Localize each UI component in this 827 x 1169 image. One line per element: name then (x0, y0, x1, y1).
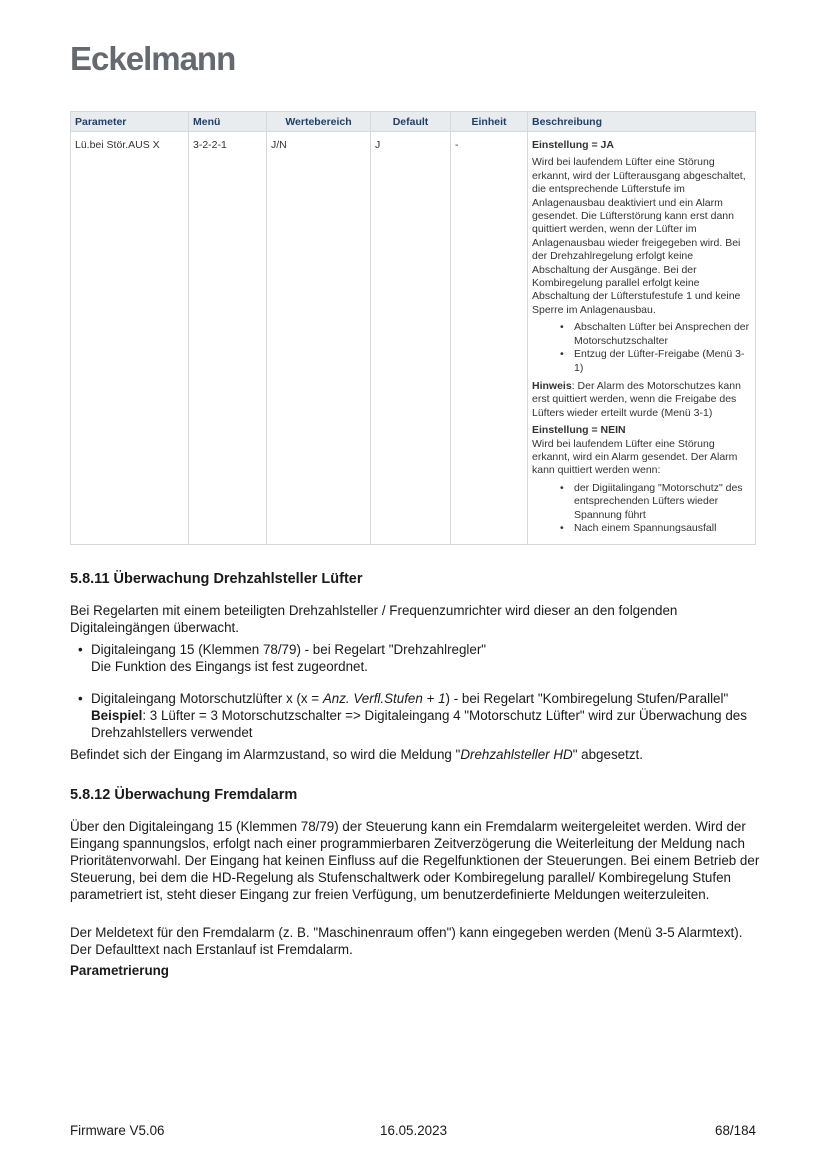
header-description: Beschreibung (528, 112, 756, 132)
closing-pre: Befindet sich der Eingang im Alarmzustand, so wird die Meldung " (70, 747, 461, 762)
bullet-digitaleingang-15 (78, 641, 758, 675)
cell-parameter: Lü.bei Stör.AUS X (71, 132, 189, 545)
nein-heading: Einstellung = NEIN (532, 424, 626, 437)
bullet-motorschutz (78, 690, 758, 741)
section-heading-fremdalarm: 5.8.12 Überwachung Fremdalarm (70, 787, 298, 803)
list-item: • Entzug der Lüfter-Freigabe (Menü 3-1) (572, 348, 751, 375)
example-label: Beispiel (91, 708, 143, 723)
table-header-row (71, 112, 756, 132)
hint-label: Hinweis (532, 379, 572, 392)
cell-default: J (371, 132, 451, 545)
table-row (71, 132, 756, 545)
ja-heading: Einstellung = JA (532, 139, 614, 151)
section2-para2: Der Meldetext für den Fremdalarm (z. B. "Maschinenraum offen") kann eingegeben werden (Menü 3-5 Alarmtext). Der Defaulttext nach Erstanlauf ist Fremdalarm. (70, 925, 743, 957)
parameter-table (70, 111, 756, 545)
example-text: : 3 Lüfter = 3 Motorschutzschalter => Digitaleingang 4 "Motorschutz Lüfter" wird zur Überwachung des Drehzahlstellers verwendet (91, 708, 747, 740)
bullet2-post: ) - bei Regelart "Kombiregelung Stufen/Parallel" (445, 691, 729, 706)
section1-intro: Bei Regelarten mit einem beteiligten Drehzahlsteller / Frequenzumrichter wird dieser an den folgenden Digitaleingängen überwacht. (70, 603, 678, 635)
bullet1-line2: Die Funktion des Eingangs ist fest zugeordnet. (91, 659, 368, 674)
footer-date: 16.05.2023 (380, 1123, 448, 1138)
footer-page-number: 68/184 (715, 1123, 756, 1138)
cell-menu: 3-2-2-1 (189, 132, 267, 545)
list-item: • Abschalten Lüfter bei Ansprechen der Motorschutzschalter (572, 321, 751, 348)
hint (532, 380, 751, 420)
hint-text: : Der Alarm des Motorschutzes kann erst quittiert werden, wenn die Freigabe des Lüfters wieder erteilt wurde (Menü 3-1) (532, 379, 741, 419)
section2-para1: Über den Digitaleingang 15 (Klemmen 78/79) der Steuerung kann ein Fremdalarm weitergeleitet werden. Wird der Eingang spannungslos, erfolgt nach einer programmierbaren Zeitverzögerung die Weiterleitung der Meldung nach Prioritätenvorwahl. Der Eingang hat keinen Einfluss auf die Regelfunktionen der Steuerungen. Bei einem Betrieb der Steuerung, bei dem die HD-Regelung als Stufenschaltwerk oder Kombiregelung parallel/ Kombiregelung Stufen parametriert ist, steht dieser Eingang zur freien Verfügung, um benutzerdefinierte Meldungen weiterzuleiten. (70, 819, 760, 902)
bullet2-pre: Digitaleingang Motorschutzlüfter x (x = (91, 691, 323, 706)
cell-range: J/N (267, 132, 371, 545)
bullet1-line1: Digitaleingang 15 (Klemmen 78/79) - bei Regelart "Drehzahlregler" (91, 642, 487, 657)
nein-text: Wird bei laufendem Lüfter eine Störung erkannt, wird ein Alarm gesendet. Der Alarm kann quittiert werden wenn: (532, 437, 738, 477)
closing-post: " abgesetzt. (572, 747, 643, 762)
eckelmann-logo: Eckelmann (70, 40, 236, 77)
footer-firmware: Firmware V5.06 (70, 1123, 165, 1138)
bullet-dot: • (78, 691, 83, 706)
cell-unit: - (451, 132, 528, 545)
header-parameter: Parameter (71, 112, 189, 132)
list-item: • der Digiitalingang "Motorschutz" des entsprechenden Lüfters wieder Spannung führt (572, 482, 751, 522)
parametrierung-label: Parametrierung (70, 963, 169, 978)
header-range: Wertebereich (267, 112, 371, 132)
ja-bullets (532, 321, 751, 375)
header-unit: Einheit (451, 112, 528, 132)
section-heading-drehzahlsteller: 5.8.11 Überwachung Drehzahlsteller Lüfter (70, 571, 363, 587)
bullet-dot: • (78, 642, 83, 657)
cell-description (528, 132, 756, 545)
section1-closing (70, 746, 760, 763)
header-default: Default (371, 112, 451, 132)
list-item: • Nach einem Spannungsausfall (572, 522, 751, 535)
bullet2-em: Anz. Verfl.Stufen + 1 (322, 691, 446, 706)
header-menu: Menü (189, 112, 267, 132)
ja-text: Wird bei laufendem Lüfter eine Störung erkannt, wird der Lüfterausgang abgeschaltet, die entsprechende Lüfterstufe im Anlagenausbau deaktiviert und ein Alarm gesendet. Die Lüfterstörung kann erst dann quittiert werden, wenn der Lüfter im Anlagenausbau wieder freigegeben wird. Bei der Drehzahlregelung erfolgt keine Abschaltung der Ausgänge. Bei der Kombiregelung parallel erfolgt keine Abschaltung der Lüfterstufestufe 1 und keine Sperre im Anlagenausbau. (532, 156, 746, 316)
closing-em: Drehzahlsteller HD (460, 747, 573, 762)
nein-bullets (532, 482, 751, 536)
